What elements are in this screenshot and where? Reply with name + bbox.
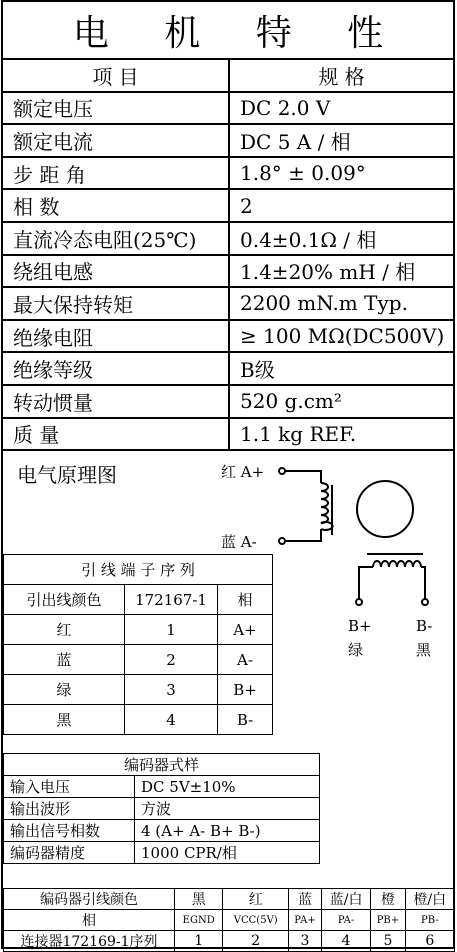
spec-value: 1.8° ± 0.09°: [229, 157, 453, 190]
lead-b-plus: [359, 567, 373, 599]
pin-row-label-color: 编码器引线颜色: [4, 889, 175, 910]
pin-phase: EGND: [175, 910, 223, 931]
encoder-title: 编码器式样: [4, 754, 320, 776]
wiring-diagram-section: [3, 453, 453, 757]
pin-color: 蓝/白: [321, 889, 370, 910]
encoder-value: 4 (A+ A- B+ B-): [135, 820, 320, 842]
spec-value: 520 g.cm²: [229, 385, 453, 418]
spec-row: [3, 124, 453, 157]
pin-position: 4: [321, 931, 370, 952]
table-row: [4, 931, 455, 952]
pin-position: 3: [289, 931, 322, 952]
b-minus-color: 黑: [416, 641, 432, 659]
pin-phase: PA-: [321, 910, 370, 931]
lead-pin: 3: [125, 675, 218, 705]
pin-color: 黑: [175, 889, 223, 910]
lead-pin: 2: [125, 645, 218, 675]
b-plus-color: 绿: [348, 641, 364, 659]
spec-item: 额定电流: [3, 124, 229, 157]
spec-row: [3, 189, 453, 222]
encoder-pin-table: [3, 888, 455, 952]
pin-position: 6: [405, 931, 454, 952]
spec-item: 最大保持转矩: [3, 287, 229, 320]
schematic-title: 电气原理图: [17, 463, 117, 487]
pin-position: 5: [371, 931, 405, 952]
spec-row: [3, 320, 453, 353]
lead-header-connector: 172167-1: [125, 585, 218, 615]
lead-color: 蓝: [4, 645, 125, 675]
encoder-key: 输出信号相数: [4, 820, 135, 842]
table-row: [4, 842, 320, 864]
spec-row: [3, 255, 453, 288]
spec-item: 步 距 角: [3, 157, 229, 190]
encoder-value: DC 5V±10%: [135, 776, 320, 798]
spec-row: [3, 352, 453, 385]
spec-item: 质 量: [3, 418, 229, 451]
spec-value: 2: [229, 189, 453, 222]
spec-row: [3, 418, 453, 451]
pin-position: 2: [223, 931, 289, 952]
terminal-a-minus: [279, 538, 285, 544]
spec-table: [3, 60, 453, 451]
spec-value: B级: [229, 352, 453, 385]
table-row: [4, 645, 273, 675]
pin-phase: PB-: [405, 910, 454, 931]
pin-row-label-phase: 相: [4, 910, 175, 931]
pin-phase: VCC(5V): [223, 910, 289, 931]
spec-value: DC 5 A / 相: [229, 124, 453, 157]
table-row: [4, 798, 320, 820]
spec-value: 1.4±20% mH / 相: [229, 255, 453, 288]
spec-row: [3, 92, 453, 125]
encoder-spec-table: [3, 753, 320, 864]
table-row: [4, 675, 273, 705]
lead-pin: 4: [125, 705, 218, 735]
table-row: [4, 705, 273, 735]
a-plus-label: 红 A+: [221, 463, 265, 481]
lead-a-minus: [285, 529, 321, 541]
lead-table-header-row: [4, 585, 273, 615]
pin-phase: PA+: [289, 910, 322, 931]
lead-phase: A+: [218, 615, 273, 645]
lead-phase: B+: [218, 675, 273, 705]
b-minus-label: B-: [416, 617, 433, 635]
spec-value: 1.1 kg REF.: [229, 418, 453, 451]
pin-row-label-connector: 连接器172169-1序列: [4, 931, 175, 952]
terminal-b-plus: [356, 599, 362, 605]
spec-item: 转动惯量: [3, 385, 229, 418]
spec-row: [3, 222, 453, 255]
spec-item: 直流冷态电阻(25℃): [3, 222, 229, 255]
spec-header-row: [3, 60, 453, 92]
a-minus-label: 蓝 A-: [221, 533, 257, 551]
pin-position: 1: [175, 931, 223, 952]
table-row: [4, 910, 455, 931]
spec-item: 相 数: [3, 189, 229, 222]
spec-value: ≥ 100 MΩ(DC500V): [229, 320, 453, 353]
spec-row: [3, 157, 453, 190]
lead-pin: 1: [125, 615, 218, 645]
spec-value: DC 2.0 V: [229, 92, 453, 125]
lead-color: 绿: [4, 675, 125, 705]
table-row: [4, 776, 320, 798]
pin-color: 蓝: [289, 889, 322, 910]
table-row: [4, 889, 455, 910]
lead-b-minus: [421, 567, 425, 599]
coil-b-icon: [373, 561, 421, 567]
spec-row: [3, 385, 453, 418]
table-row: [4, 820, 320, 842]
lead-color: 黑: [4, 705, 125, 735]
encoder-key: 输入电压: [4, 776, 135, 798]
encoder-value: 1000 CPR/相: [135, 842, 320, 864]
b-plus-label: B+: [348, 617, 372, 635]
spec-value: 2200 mN.m Typ.: [229, 287, 453, 320]
coil-a-icon: [321, 483, 333, 530]
rotor-icon: [357, 481, 413, 537]
lead-a-plus: [285, 471, 321, 483]
spec-item: 额定电压: [3, 92, 229, 125]
lead-table-title: 引 线 端 子 序 列: [4, 555, 273, 585]
lead-terminal-table: [3, 554, 273, 735]
lead-header-phase: 相: [218, 585, 273, 615]
lead-phase: A-: [218, 645, 273, 675]
pin-color: 橙: [371, 889, 405, 910]
spec-header-item: 项 目: [3, 60, 229, 92]
encoder-value: 方波: [135, 798, 320, 820]
spec-item: 绝缘等级: [3, 352, 229, 385]
spec-item: 绕组电感: [3, 255, 229, 288]
lead-table-title-row: [4, 555, 273, 585]
pin-color: 红: [223, 889, 289, 910]
encoder-title-row: [4, 754, 320, 776]
spec-header-value: 规 格: [229, 60, 453, 92]
terminal-b-minus: [422, 599, 428, 605]
pin-color: 橙/白: [405, 889, 454, 910]
encoder-key: 输出波形: [4, 798, 135, 820]
pin-phase: PB+: [371, 910, 405, 931]
terminal-a-plus: [279, 468, 285, 474]
spec-item: 绝缘电阻: [3, 320, 229, 353]
encoder-key: 编码器精度: [4, 842, 135, 864]
lead-header-color: 引出线颜色: [4, 585, 125, 615]
table-row: [4, 615, 273, 645]
lead-phase: B-: [218, 705, 273, 735]
sheet-title: 电 机 特 性: [3, 2, 453, 60]
lead-color: 红: [4, 615, 125, 645]
spec-row: [3, 287, 453, 320]
motor-spec-sheet: [1, 0, 455, 949]
spec-value: 0.4±0.1Ω / 相: [229, 222, 453, 255]
